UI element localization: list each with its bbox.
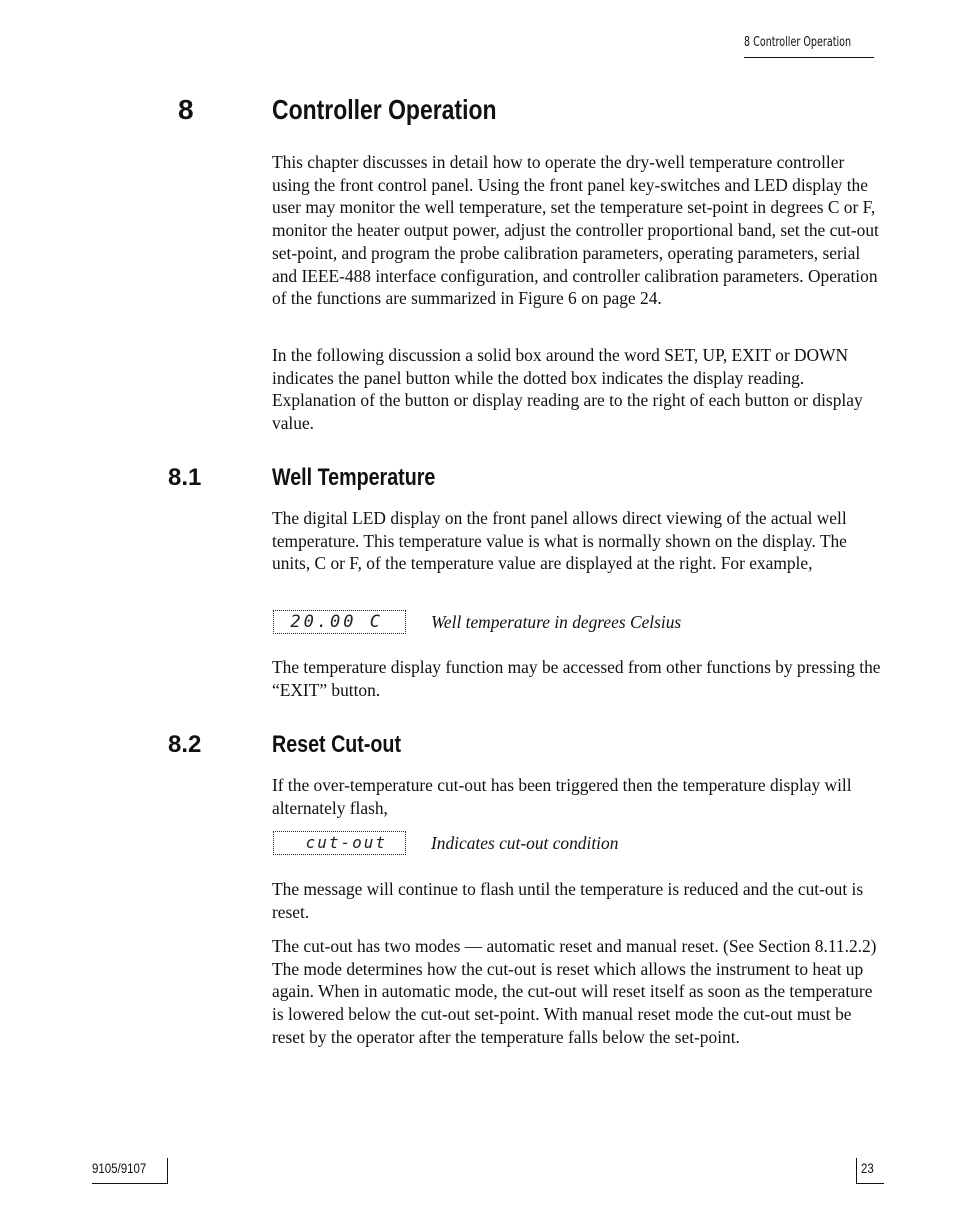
display-reading-cutout: cut-out (273, 831, 406, 855)
footer-right-rule (856, 1183, 884, 1184)
section-8-2-number: 8.2 (168, 731, 202, 758)
footer-model: 9105/9107 (92, 1160, 147, 1176)
chapter-paragraph-1: This chapter discusses in detail how to operate the dry-well temperature controller using the front control panel. Using the front panel key-switches and LED display the user may monitor the well temperature, set the temperature set-point in degrees C or F, monitor the heater output power, adjust the controller proportional band, set the cut-out set-point, and program the probe calibration parameters, operating parameters, serial and IEEE-488 interface configuration, and controller calibration parameters. Operation of the functions are summarized in Figure 6 on page 24. (272, 152, 879, 309)
display-reading-temperature: 20.00 C (273, 610, 406, 634)
section-8-1-paragraph-2: The temperature display function may be accessed from other functions by pressing the “EXIT” button. (272, 657, 881, 700)
chapter-title: Controller Operation (272, 94, 497, 125)
section-8-2-title: Reset Cut-out (272, 731, 402, 758)
section-8-2-paragraph-2: The message will continue to flash until the temperature is reduced and the cut-out is reset. (272, 879, 864, 922)
display-note-cutout: Indicates cut-out condition (431, 833, 619, 853)
chapter-number: 8 (178, 94, 194, 125)
running-header-title: 8 Controller Operation (744, 35, 852, 50)
chapter-paragraph-2: In the following discussion a solid box around the word SET, UP, EXIT or DOWN indicates the panel button while the dotted box indicates the display reading. Explanation of the button or display reading are to the right of each button or display value. (272, 345, 863, 434)
footer-left-divider (167, 1158, 168, 1184)
section-8-1-paragraph-1: The digital LED display on the front panel allows direct viewing of the actual well temperature. This temperature value is what is normally shown on the display. The units, C or F, of the temperature value are displayed at the right. For example, (272, 508, 847, 574)
footer-left-rule (92, 1183, 167, 1184)
section-8-2-paragraph-1: If the over-temperature cut-out has been triggered then the temperature display will alternately flash, (272, 775, 852, 818)
footer-right-divider (856, 1158, 857, 1184)
section-8-1-title: Well Temperature (272, 464, 436, 491)
section-8-2-paragraph-3: The cut-out has two modes — automatic reset and manual reset. (See Section 8.11.2.2) The mode determines how the cut-out is reset which allows the instrument to heat up again. When in automatic mode, the cut-out will reset itself as soon as the temperature is lowered below the cut-out set-point. With manual reset mode the cut-out must be reset by the operator after the temperature falls below the set-point. (272, 936, 877, 1047)
header-rule (744, 57, 874, 58)
section-8-1-number: 8.1 (168, 464, 202, 491)
footer-page-number: 23 (861, 1160, 874, 1176)
display-note-temperature: Well temperature in degrees Celsius (431, 612, 682, 632)
